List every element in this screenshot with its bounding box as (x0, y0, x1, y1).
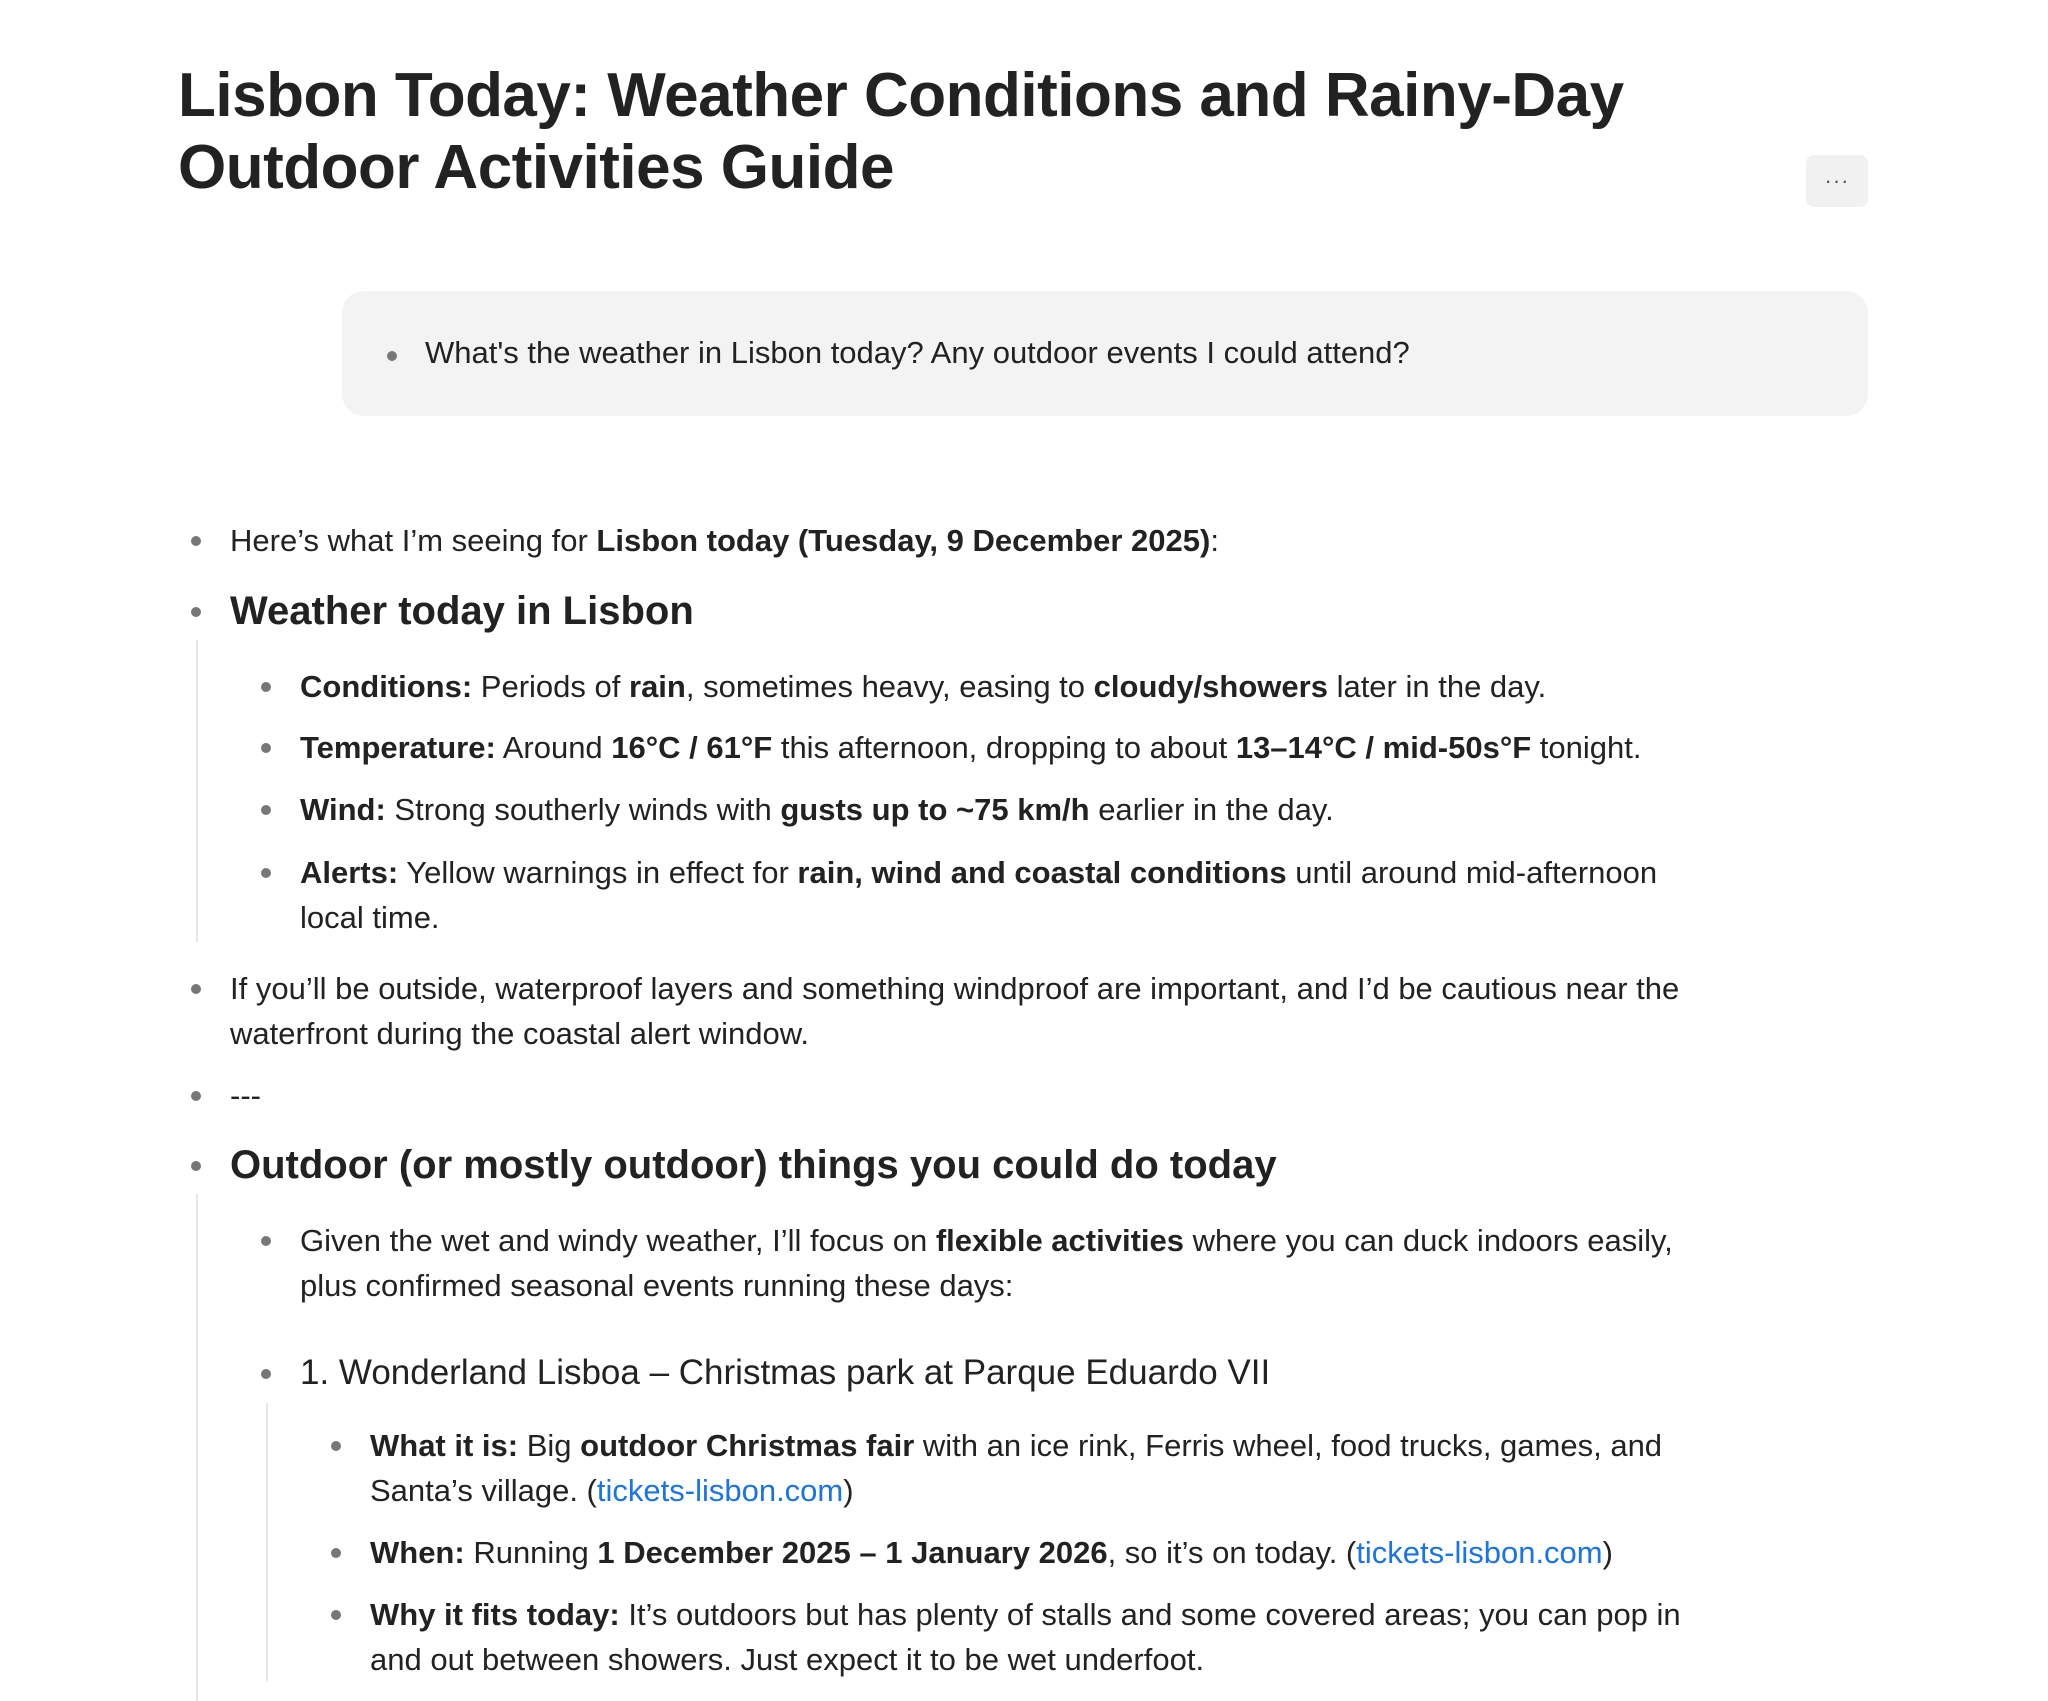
bullet-icon (191, 984, 201, 994)
weather-wind: Wind: Strong southerly winds with gusts up to ~75 km/h earlier in the day. (300, 787, 1334, 832)
event-section-guide (266, 1403, 268, 1681)
bullet-icon (261, 868, 271, 878)
event-what-it-is: What it is: Big outdoor Christmas fair with an ice rink, Ferris wheel, food trucks, games, and Santa’s village. (tickets-lisbon.com) (370, 1423, 1662, 1513)
advice-text: If you’ll be outside, waterproof layers and something windproof are important, and I’d be cautious near the waterfront during the coastal alert window. (230, 966, 1679, 1056)
bullet-icon (261, 682, 271, 692)
weather-temperature: Temperature: Around 16°C / 61°F this afternoon, dropping to about 13–14°C / mid-50s°F tonight. (300, 725, 1641, 770)
bullet-icon (191, 1091, 201, 1101)
event-title-wonderland: 1. Wonderland Lisboa – Christmas park at Parque Eduardo VII (300, 1349, 1270, 1397)
ellipsis-icon: ··· (1824, 168, 1850, 193)
bullet-icon (331, 1548, 341, 1558)
title-line-2: Outdoor Activities Guide (178, 133, 894, 202)
event-when: When: Running 1 December 2025 – 1 January 2026, so it’s on today. (tickets-lisbon.com) (370, 1530, 1613, 1575)
divider-text: --- (230, 1073, 261, 1118)
bullet-icon (387, 351, 397, 361)
bullet-icon (331, 1441, 341, 1451)
user-prompt-bubble (342, 291, 1868, 416)
bullet-icon (191, 1161, 201, 1171)
weather-heading: Weather today in Lisbon (230, 586, 694, 636)
page-title (178, 60, 1738, 204)
bullet-icon (331, 1610, 341, 1620)
title-line-1: Lisbon Today: Weather Conditions and Rainy-Day (178, 61, 1624, 130)
bullet-icon (261, 743, 271, 753)
bullet-icon (191, 607, 201, 617)
outdoor-intro: Given the wet and windy weather, I’ll focus on flexible activities where you can duck indoors easily, plus confirmed seasonal events running these days: (300, 1218, 1673, 1308)
bullet-icon (191, 536, 201, 546)
intro-line: Here’s what I’m seeing for Lisbon today (Tuesday, 9 December 2025): (230, 518, 1219, 563)
bullet-icon (261, 1369, 271, 1379)
outdoor-section-guide (196, 1194, 198, 1701)
weather-section-guide (196, 640, 198, 942)
bullet-icon (261, 1236, 271, 1246)
source-link[interactable]: tickets-lisbon.com (1356, 1535, 1603, 1570)
user-prompt-text: What's the weather in Lisbon today? Any outdoor events I could attend? (425, 335, 1410, 370)
bullet-icon (261, 805, 271, 815)
event-why-it-fits: Why it fits today: It’s outdoors but has plenty of stalls and some covered areas; you can pop in and out between showers. Just expect it to be wet underfoot. (370, 1592, 1681, 1682)
more-options-button[interactable] (1806, 155, 1868, 207)
weather-conditions: Conditions: Periods of rain, sometimes heavy, easing to cloudy/showers later in the day. (300, 664, 1546, 709)
weather-alerts: Alerts: Yellow warnings in effect for rain, wind and coastal conditions until around mid-afternoon local time. (300, 850, 1657, 940)
source-link[interactable]: tickets-lisbon.com (596, 1473, 844, 1508)
outdoor-heading: Outdoor (or mostly outdoor) things you could do today (230, 1140, 1277, 1190)
